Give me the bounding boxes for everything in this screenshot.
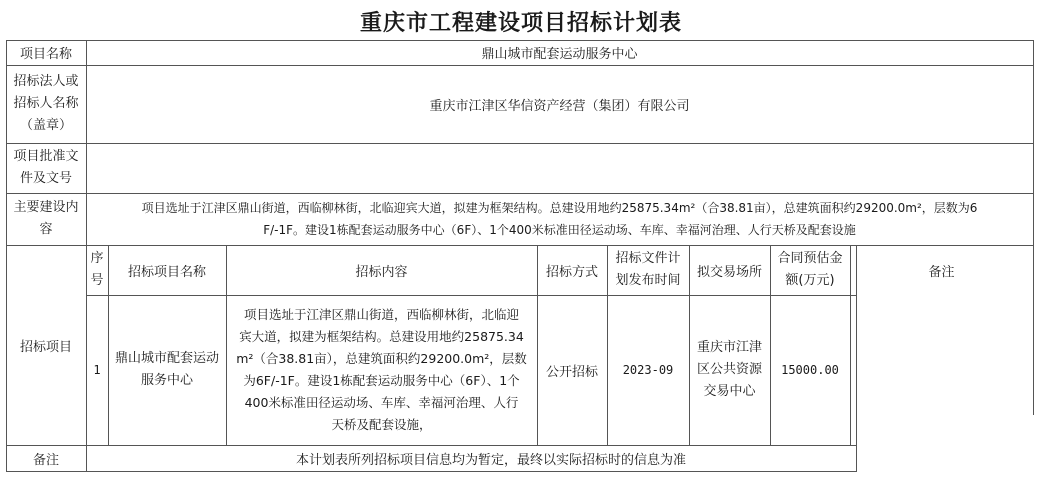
header-seq	[86, 245, 108, 295]
row-remark	[850, 295, 856, 445]
row-content-line: 为6F/-1F。建设1栋配套运动服务中心（6F）、1个	[243, 373, 520, 388]
project-name-label: 项目名称	[19, 47, 72, 62]
row-content	[226, 295, 537, 445]
approval-value	[86, 143, 1033, 193]
row-venue-line: 交易中心	[703, 384, 756, 399]
page-title: 重庆市工程建设项目招标计划表	[359, 10, 682, 36]
header-name: 招标项目名称	[127, 264, 206, 280]
main-content-label-line: 容	[39, 222, 53, 237]
row-content-line: 天桥及配套设施，	[331, 417, 432, 432]
row-method: 公开招标	[545, 364, 598, 380]
header-date-line: 划发布时间	[615, 273, 681, 288]
header-date-line: 招标文件计	[615, 251, 681, 266]
header-amount-line: 合同预估金	[777, 251, 843, 266]
row-venue-line: 区公共资源	[696, 362, 762, 377]
row-seq: 1	[93, 363, 101, 377]
header-content: 招标内容	[355, 264, 408, 280]
row-content-line: 宾大道，拟建为框架结构。总建设用地约25875.34	[239, 329, 524, 344]
header-method: 招标方式	[545, 264, 598, 280]
table-border-bottom	[6, 471, 856, 472]
tenderer-label-line: 招标人名称	[13, 96, 79, 111]
header-venue: 拟交易场所	[696, 264, 762, 280]
row-venue	[689, 295, 770, 445]
row-name-line: 鼎山城市配套运动	[114, 351, 219, 366]
table-border-right	[1033, 40, 1034, 246]
approval-label	[6, 143, 86, 193]
row-venue-line: 重庆市江津	[696, 340, 762, 355]
header-seq-line: 号	[90, 273, 104, 288]
tenderer-label-line: （盖章）	[19, 118, 72, 133]
approval-label-line: 项目批准文	[13, 149, 79, 164]
note-label: 备注	[32, 452, 59, 468]
header-remark: 备注	[928, 264, 955, 280]
row-content-line: 项目选址于江津区鼎山街道，西临柳林街，北临迎	[243, 307, 519, 322]
main-content-value	[86, 193, 1033, 245]
project-name-value: 鼎山城市配套运动服务中心	[481, 47, 638, 62]
row-date: 2023-09	[622, 363, 674, 377]
row-content-line: m²（合38.81亩），总建筑面积约29200.0m²，层数	[236, 351, 527, 366]
remark-column-edge	[1033, 245, 1034, 415]
tenderer-value: 重庆市江津区华信资产经营（集团）有限公司	[429, 98, 690, 114]
header-seq-line: 序	[90, 251, 104, 266]
note-value: 本计划表所列招标项目信息均为暂定，最终以实际招标时的信息为准	[295, 452, 686, 468]
tenderer-label	[6, 65, 86, 143]
main-content-line: F/-1F。建设1栋配套运动服务中心（6F）、1个400米标准田径运动场、车库、幸福河治理、人行天桥及配套设施	[263, 223, 856, 237]
header-amount	[770, 245, 850, 295]
main-content-line: 项目选址于江津区鼎山街道，西临柳林街，北临迎宾大道，拟建为框架结构。总建设用地约25875.34m²（合38.81亩），总建筑面积约29200.0m²，层数为6	[141, 201, 978, 215]
approval-label-line: 件及文号	[19, 171, 72, 186]
row-content-line: 400米标准田径运动场、车库、幸福河治理、人行	[244, 395, 519, 410]
row-name	[108, 295, 226, 445]
main-content-label	[6, 193, 86, 245]
header-date	[607, 245, 689, 295]
main-content-label-line: 主要建设内	[13, 200, 79, 215]
header-amount-line: 额(万元)	[785, 273, 835, 288]
bidding-label: 招标项目	[19, 339, 72, 355]
row-name-line: 服务中心	[140, 373, 193, 388]
tenderer-label-line: 招标法人或	[13, 74, 79, 89]
row-amount: 15000.00	[781, 363, 839, 377]
